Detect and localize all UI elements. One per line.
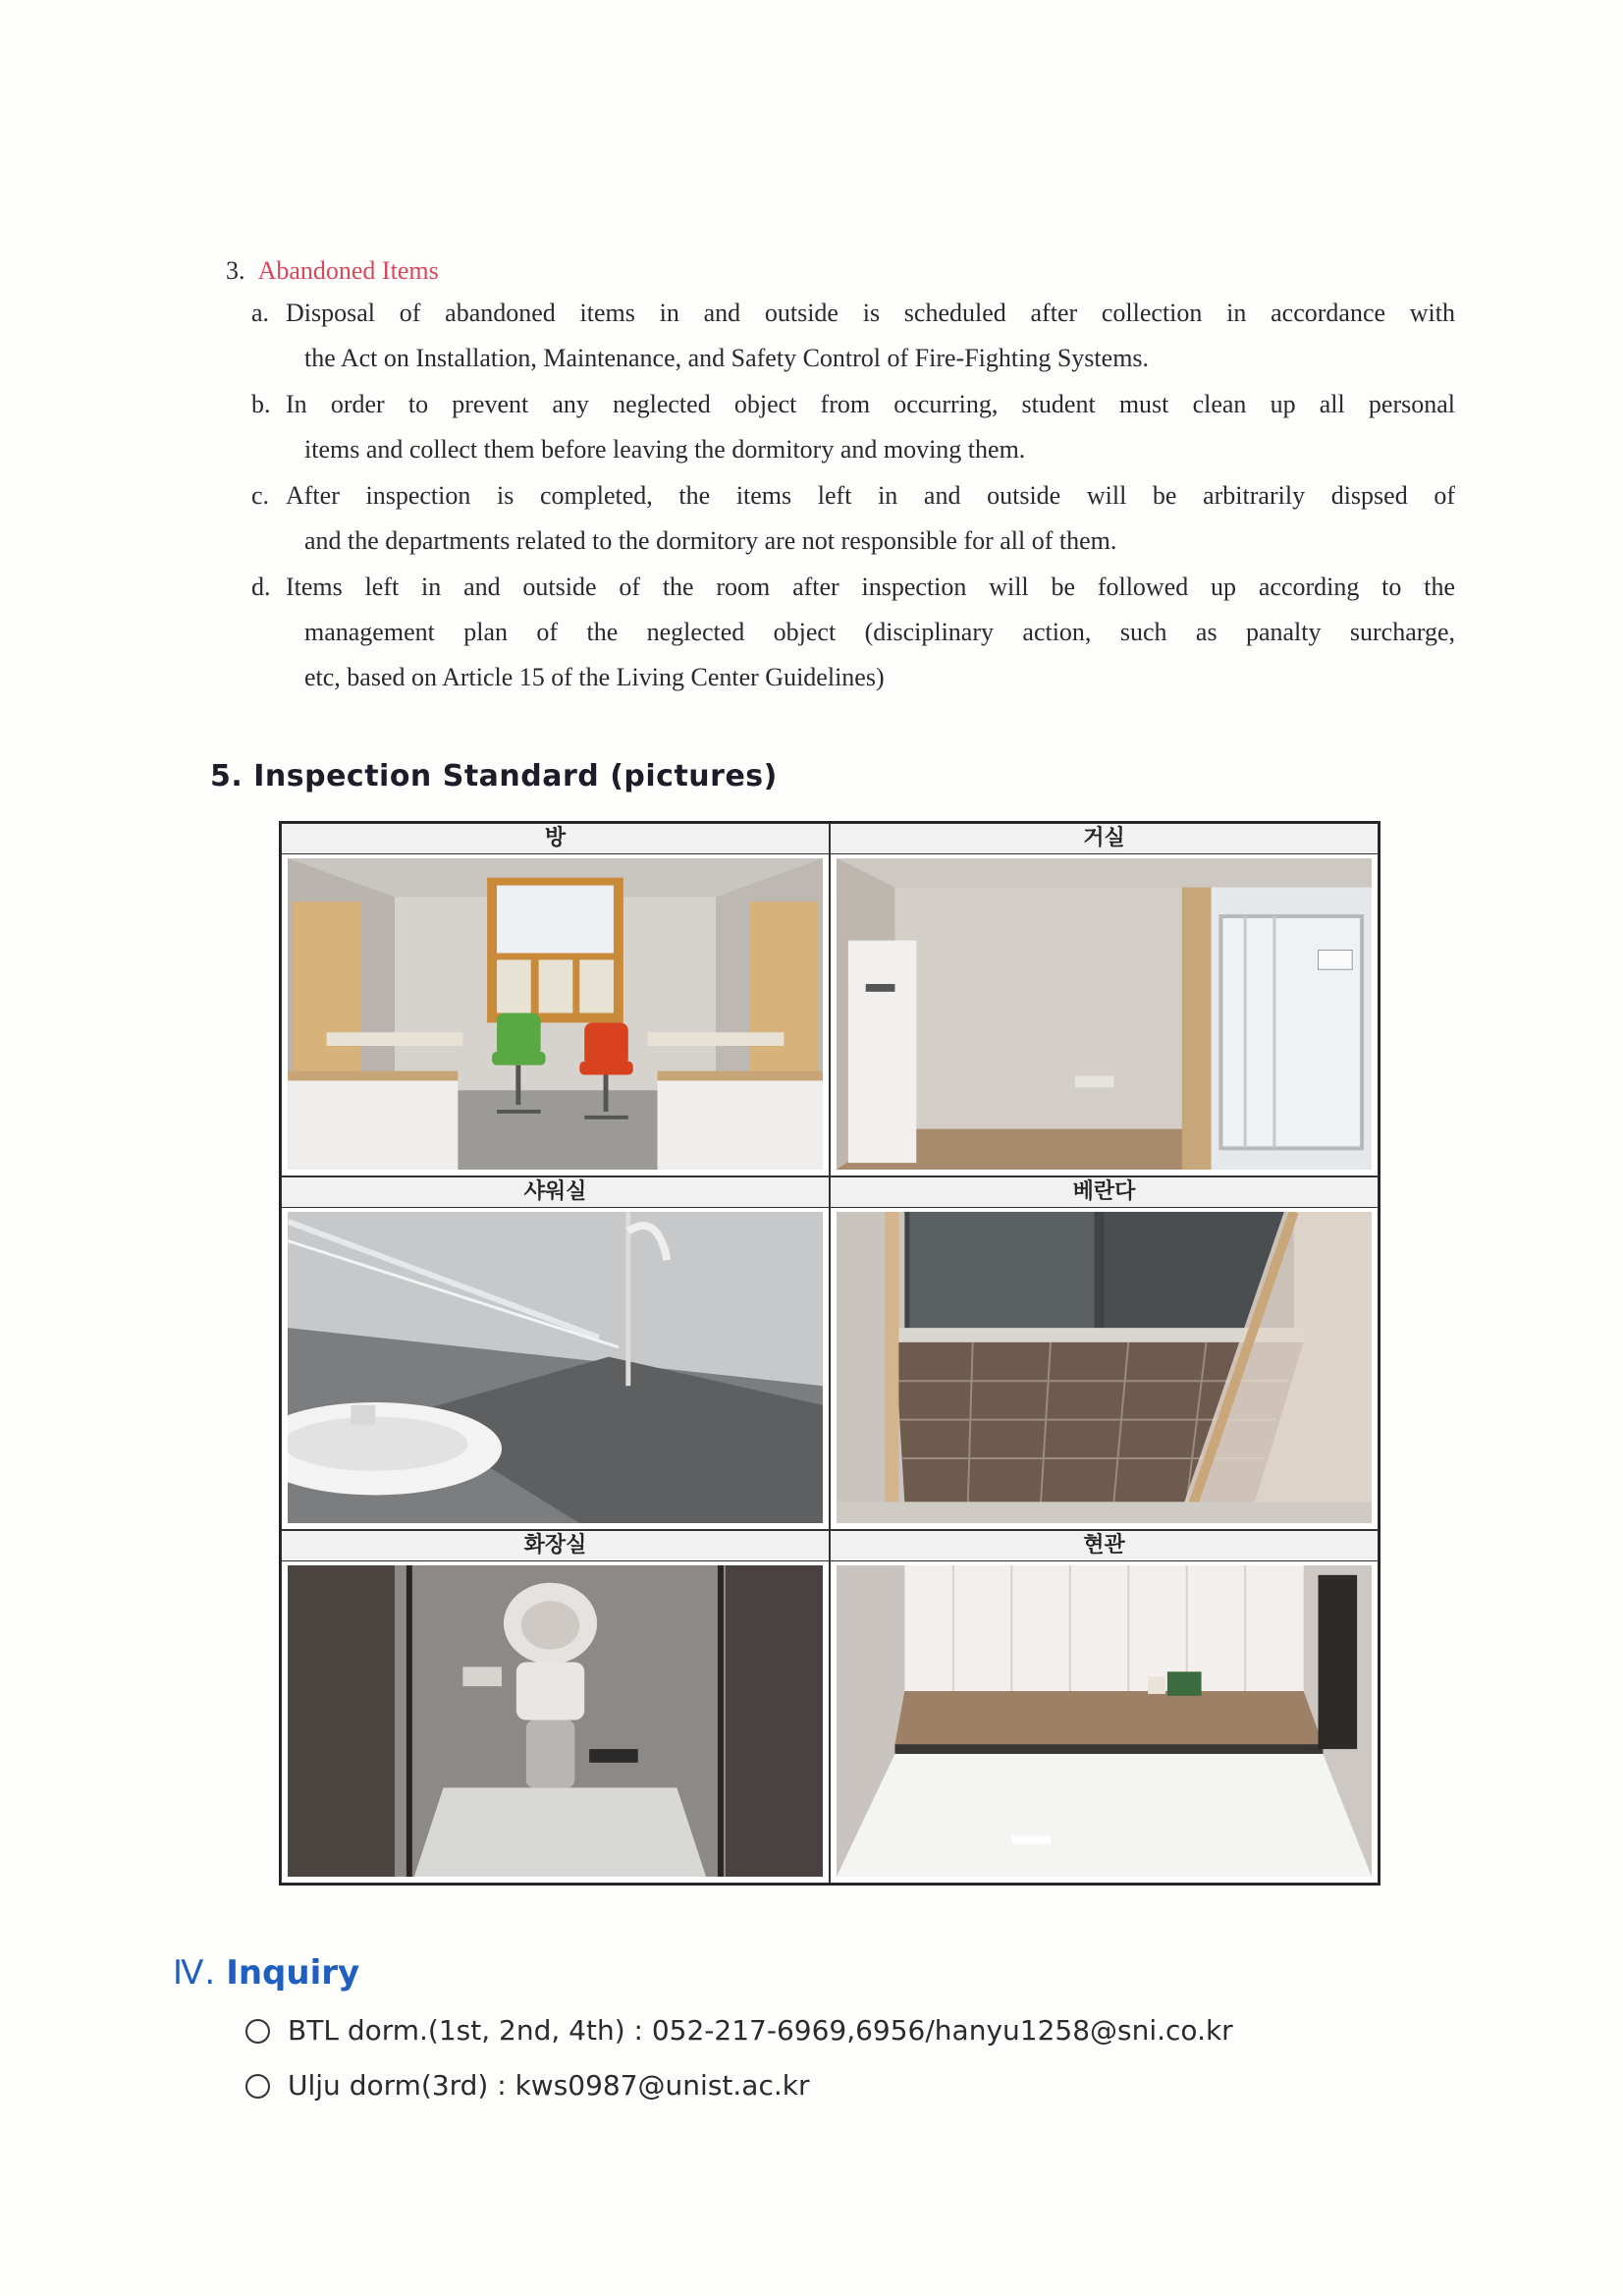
photo-cell-veranda	[830, 1176, 1379, 1530]
photo-label: 베란다	[831, 1177, 1378, 1208]
photo-cell-room	[281, 823, 830, 1176]
abandoned-item-d	[251, 565, 1455, 700]
item-text-continued: management plan of the neglected object (disciplinary action, such as panalty surcharge,	[304, 618, 1455, 646]
photo-label: 거실	[831, 824, 1378, 854]
circle-bullet-icon	[245, 2074, 270, 2099]
photo-label: 현관	[831, 1531, 1378, 1561]
section-3-title: Abandoned Items	[257, 256, 439, 285]
photo-label: 샤워실	[282, 1177, 829, 1208]
veranda-photo	[837, 1212, 1372, 1523]
photo-cell-entrance	[830, 1530, 1379, 1884]
section-4-heading	[173, 1951, 359, 1995]
item-text: After inspection is completed, the items left in and outside will be arbitrarily dispsed of	[286, 481, 1455, 510]
bedroom-photo	[288, 858, 823, 1170]
circle-bullet-icon	[245, 2019, 270, 2044]
photo-cell-living-room	[830, 823, 1379, 1176]
shower-room-photo	[288, 1212, 823, 1523]
item-label: b.	[251, 390, 271, 418]
item-text-continued: items and collect them before leaving the dormitory and moving them.	[304, 435, 1026, 464]
item-text-continued: etc, based on Article 15 of the Living Center Guidelines)	[304, 663, 885, 691]
entrance-photo	[837, 1565, 1372, 1877]
item-text: Items left in and outside of the room after inspection will be followed up according to the	[286, 573, 1455, 601]
item-label: c.	[251, 481, 270, 510]
contact-ulju-dorm	[245, 2066, 809, 2105]
item-label: a.	[251, 299, 270, 327]
abandoned-item-b	[251, 382, 1455, 472]
inspection-photo-grid	[279, 821, 1380, 1886]
photo-label: 화장실	[282, 1531, 829, 1561]
abandoned-item-c	[251, 473, 1455, 564]
toilet-photo	[288, 1565, 823, 1877]
contact-btl-dorm	[245, 2011, 1233, 2050]
contact-text: BTL dorm.(1st, 2nd, 4th) : 052-217-6969,6956/hanyu1258@sni.co.kr	[288, 2014, 1233, 2047]
photo-label: 방	[282, 824, 829, 854]
section-3-heading	[226, 253, 439, 289]
item-text-continued: the Act on Installation, Maintenance, and Safety Control of Fire-Fighting Systems.	[304, 344, 1150, 372]
section-4-title: Inquiry	[226, 1953, 360, 1993]
contact-text: Ulju dorm(3rd) : kws0987@unist.ac.kr	[288, 2069, 810, 2102]
photo-cell-shower-room	[281, 1176, 830, 1530]
living-room-photo	[837, 858, 1372, 1170]
item-text: In order to prevent any neglected object from occurring, student must clean up all personal	[286, 390, 1455, 418]
section-5-heading: 5. Inspection Standard (pictures)	[210, 759, 778, 793]
item-label: d.	[251, 573, 271, 601]
section-4-roman: Ⅳ.	[173, 1953, 217, 1993]
item-text-continued: and the departments related to the dormitory are not responsible for all of them.	[304, 526, 1117, 555]
section-3-number: 3.	[226, 256, 245, 285]
photo-cell-toilet	[281, 1530, 830, 1884]
abandoned-item-a	[251, 291, 1455, 381]
item-text: Disposal of abandoned items in and outside is scheduled after collection in accordance with	[286, 299, 1455, 327]
